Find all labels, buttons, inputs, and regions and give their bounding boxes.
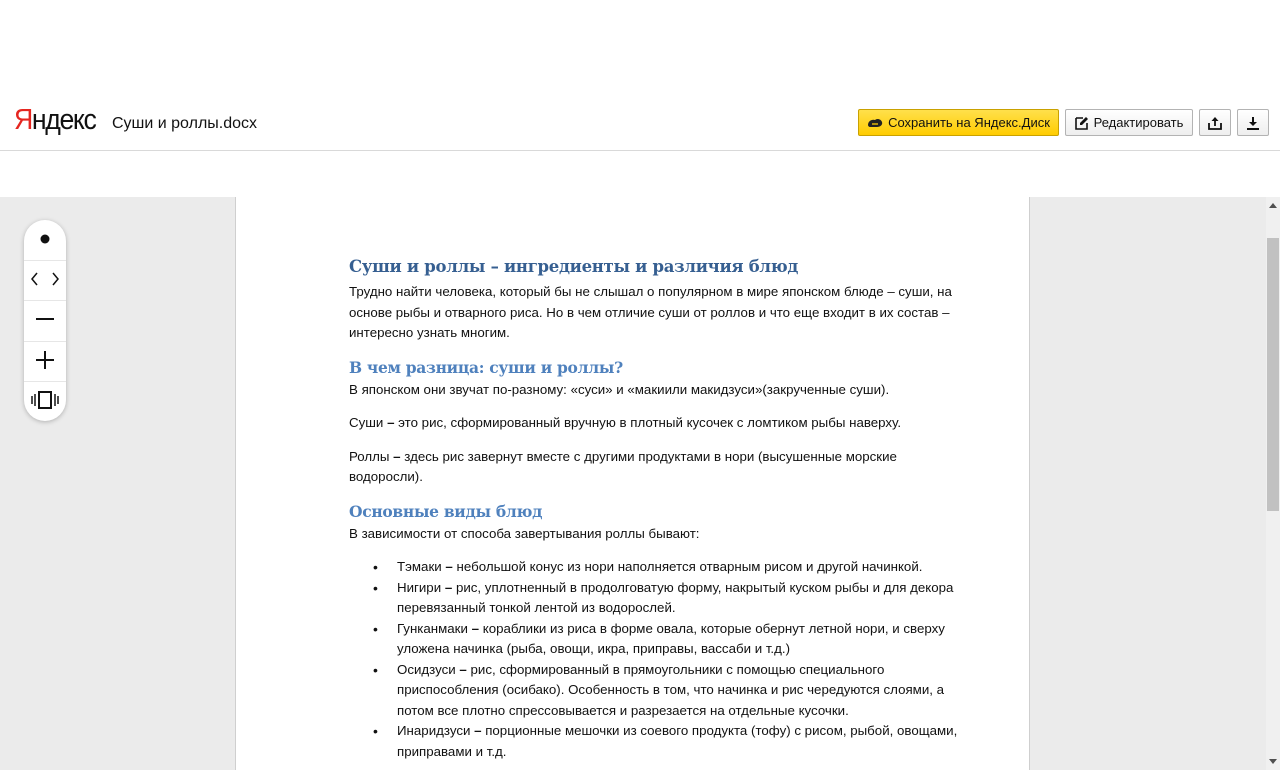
list-term: Гунканмаки [397, 620, 468, 636]
zoom-in-icon [36, 351, 54, 374]
rolls-term: Роллы [349, 448, 390, 464]
list-item [397, 660, 969, 722]
document-filename: Суши и роллы.docx [112, 115, 258, 132]
list-item [397, 578, 969, 619]
list-text: кораблики из риса в форме овала, которые обернут летной нори, и сверху уложена начинка (рыба, овощи, икра, приправы, вассаби и т.д.) [397, 620, 945, 656]
list-term: Тэмаки [397, 559, 442, 574]
list-text: рис, сформированный в прямоугольники с помощью специального приспособления (осибако). Особенность в том, что начинка и рис чередуются слоями, а потом все плотно спрессовывается и разрезается на отдельные кусочки. [397, 661, 945, 718]
scrollbar-thumb[interactable] [1267, 238, 1279, 511]
zoom-in-button[interactable] [24, 341, 66, 382]
dash: – [459, 661, 467, 677]
header-bar [0, 96, 1280, 151]
download-button[interactable] [1237, 109, 1269, 136]
share-button[interactable] [1199, 109, 1231, 136]
viewer-toolbar [24, 220, 66, 421]
list-term: Нигири [397, 579, 442, 595]
download-icon [1246, 116, 1260, 130]
dash: – [393, 448, 401, 464]
page-nav-icon [29, 272, 61, 291]
fit-page-icon [30, 391, 60, 414]
zoom-out-icon [36, 310, 54, 333]
list-item [397, 557, 969, 578]
edit-icon [1075, 116, 1089, 130]
paragraph-rolls [349, 447, 969, 488]
dash: – [387, 415, 395, 430]
list-item [397, 721, 969, 762]
edit-button-label: Редактировать [1093, 115, 1184, 130]
paragraph-sushi [349, 413, 969, 434]
intro-paragraph: Трудно найти человека, который бы не слышал о популярном в мире японском блюде – суши, на основе рыбы и отварного риса. Но в чем отличие суши от роллов и что еще входит в их состав – интересно узнать многим. [349, 284, 952, 340]
edit-button[interactable] [1065, 109, 1193, 136]
list-text: порционные мешочки из соевого продукта (тофу) с рисом, рыбой, овощами, приправами и т.д. [397, 723, 958, 759]
page-nav-button[interactable] [24, 260, 66, 301]
paragraph-japanese: В японском они звучат по-разному: «суси» и «макиили макидзуси»(закрученные суши). [349, 381, 890, 397]
list-text: рис, уплотненный в продолговатую форму, накрытый куском рыбы и для декора перевязанный тонкой лентой из водорослей. [397, 579, 954, 615]
heading-difference: В чем разница: суши и роллы? [349, 357, 623, 377]
toolbar-spacer [0, 151, 1280, 198]
list-text: небольшой конус из нори наполняется отварным рисом и другой начинкой. [452, 559, 923, 574]
scroll-down-arrow[interactable] [1269, 759, 1277, 764]
list-item [397, 619, 969, 660]
dash: – [445, 559, 453, 574]
share-icon [1208, 116, 1222, 130]
document-viewer[interactable] [0, 197, 1266, 770]
logo-first-letter: Я [14, 104, 32, 136]
sushi-text: это рис, сформированный вручную в плотный кусочек с ломтиком рыбы наверху. [394, 415, 902, 430]
yandex-logo[interactable] [14, 104, 95, 137]
save-to-disk-button[interactable] [858, 109, 1059, 136]
list-term: Осидзуси [397, 661, 456, 677]
scroll-up-arrow[interactable] [1269, 203, 1277, 208]
types-list [349, 557, 969, 762]
dot-icon [40, 231, 50, 249]
list-term: Инаридзуси [397, 723, 471, 738]
sushi-term: Суши [349, 415, 384, 430]
dash: – [444, 579, 453, 595]
logo-rest: ндекс [31, 104, 96, 136]
dash: – [471, 620, 480, 636]
fit-page-button[interactable] [24, 381, 66, 422]
zoom-out-button[interactable] [24, 300, 66, 341]
document-content [349, 255, 969, 762]
dot-tool-button[interactable] [24, 220, 66, 260]
paragraph-types: В зависимости от способа завертывания роллы бывают: [349, 525, 700, 541]
disk-icon [867, 117, 883, 129]
dash: – [474, 723, 482, 738]
vertical-scrollbar[interactable] [1266, 197, 1280, 770]
save-button-label: Сохранить на Яндекс.Диск [888, 115, 1050, 130]
rolls-text: здесь рис завернут вместе с другими продуктами в нори (высушенные морские водоросли). [349, 448, 897, 484]
document-title: Суши и роллы – ингредиенты и различия блюд [349, 257, 799, 276]
heading-types: Основные виды блюд [349, 501, 543, 521]
document-page [235, 197, 1030, 770]
